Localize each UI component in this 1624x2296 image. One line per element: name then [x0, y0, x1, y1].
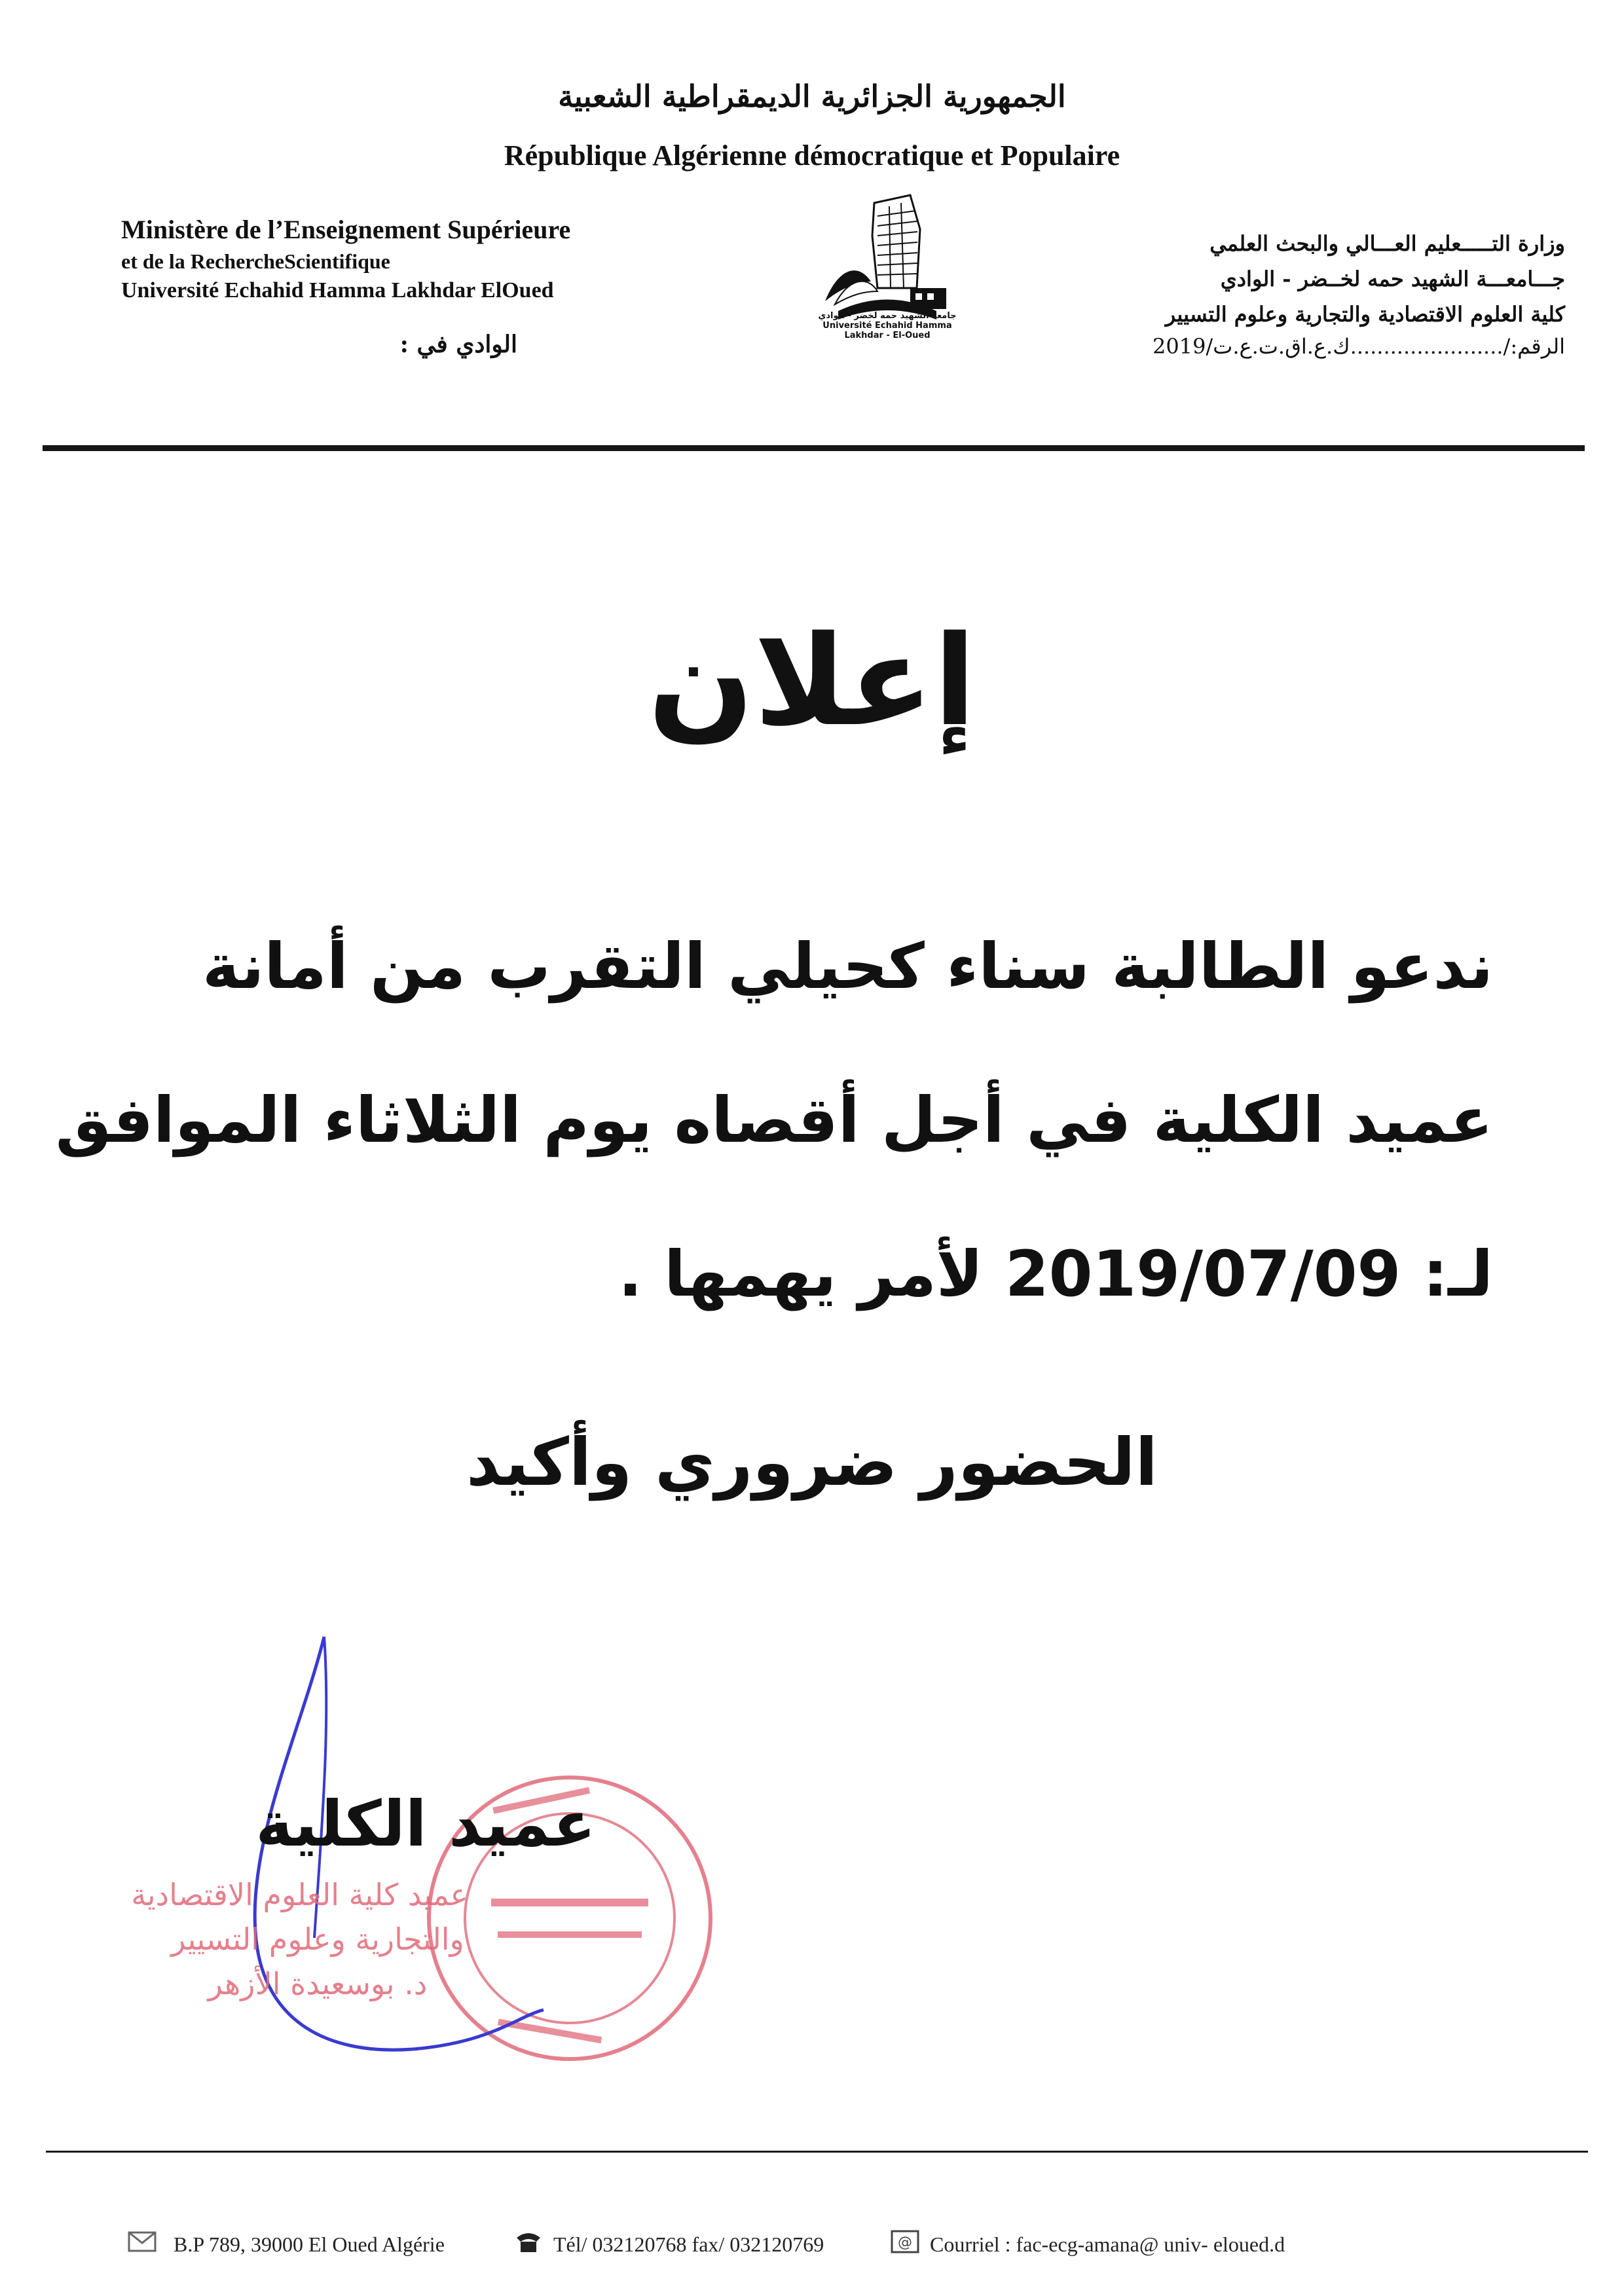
footer-divider — [46, 2151, 1588, 2153]
stamp-line-3: د. بوسعيدة الأزهر — [208, 1966, 428, 2001]
announcement-line-3: لـ: 2019/07/09 لأمر يهمها . — [618, 1237, 1493, 1311]
footer-address: B.P 789, 39000 El Oued Algérie — [174, 2232, 445, 2256]
footer-phone-fax: Tél/ 032120768 fax/ 032120769 — [553, 2232, 824, 2256]
place-date-ar: الوادي في : — [399, 331, 517, 358]
university-fr: Université Echahid Hamma Lakhdar ElOued — [121, 278, 554, 302]
email-icon — [891, 2229, 919, 2255]
ministry-block-fr — [121, 213, 710, 306]
republic-title-ar: الجمهورية الجزائرية الديمقراطية الشعبية — [558, 79, 1066, 114]
logo-caption — [805, 311, 969, 340]
republic-title-fr: République Algérienne démocratique et Populaire — [504, 139, 1120, 172]
faculty-ar: كلية العلوم الاقتصادية والتجارية وعلوم التسيير — [1165, 302, 1565, 327]
announcement-line-2: عميد الكلية في أجل أقصاه يوم الثلاثاء الموافق — [55, 1084, 1493, 1157]
ministry-ar: وزارة التـــــعليم العـــالي والبحث العلمي — [1209, 231, 1565, 256]
announcement-line-1: ندعو الطالبة سناء كحيلي التقرب من أمانة — [202, 930, 1493, 1003]
university-ar: جـــامعـــة الشهيد حمه لخــضر - الوادي — [1220, 266, 1565, 291]
signature-title: عميد الكلية — [255, 1787, 596, 1861]
footer-contact — [128, 2232, 1608, 2272]
announcement-title: إعلان — [648, 609, 976, 754]
telephone-icon — [514, 2229, 543, 2255]
ministry-block-ar — [1067, 226, 1565, 332]
footer-email: Courriel : fac-ecg-amana@ univ- eloued.d — [930, 2232, 1285, 2256]
logo-caption-ar: جامعة الشهيد حمه لخضر - الوادي — [818, 311, 957, 321]
ministry-fr-line1: Ministère de l’Enseignement Supérieure — [121, 215, 571, 244]
reference-number-ar: الرقم:/.......................ك.ع.اق.ت.ع.ت/2019 — [1152, 334, 1565, 359]
logo-caption-fr: Université Echahid Hamma Lakhdar - El-Oued — [822, 321, 952, 340]
stamp-line-1: عميد كلية العلوم الاقتصادية — [131, 1877, 468, 1912]
svg-text:@: @ — [898, 2234, 912, 2251]
attendance-note: الحضور ضروري وأكيد — [466, 1424, 1158, 1501]
envelope-icon — [128, 2229, 157, 2255]
stamp-text — [131, 1872, 468, 2006]
header-divider — [43, 445, 1585, 451]
ministry-fr-line2: et de la RechercheScientifique — [121, 249, 390, 273]
stamp-line-2: والتجارية وعلوم التسيير — [171, 1922, 464, 1957]
